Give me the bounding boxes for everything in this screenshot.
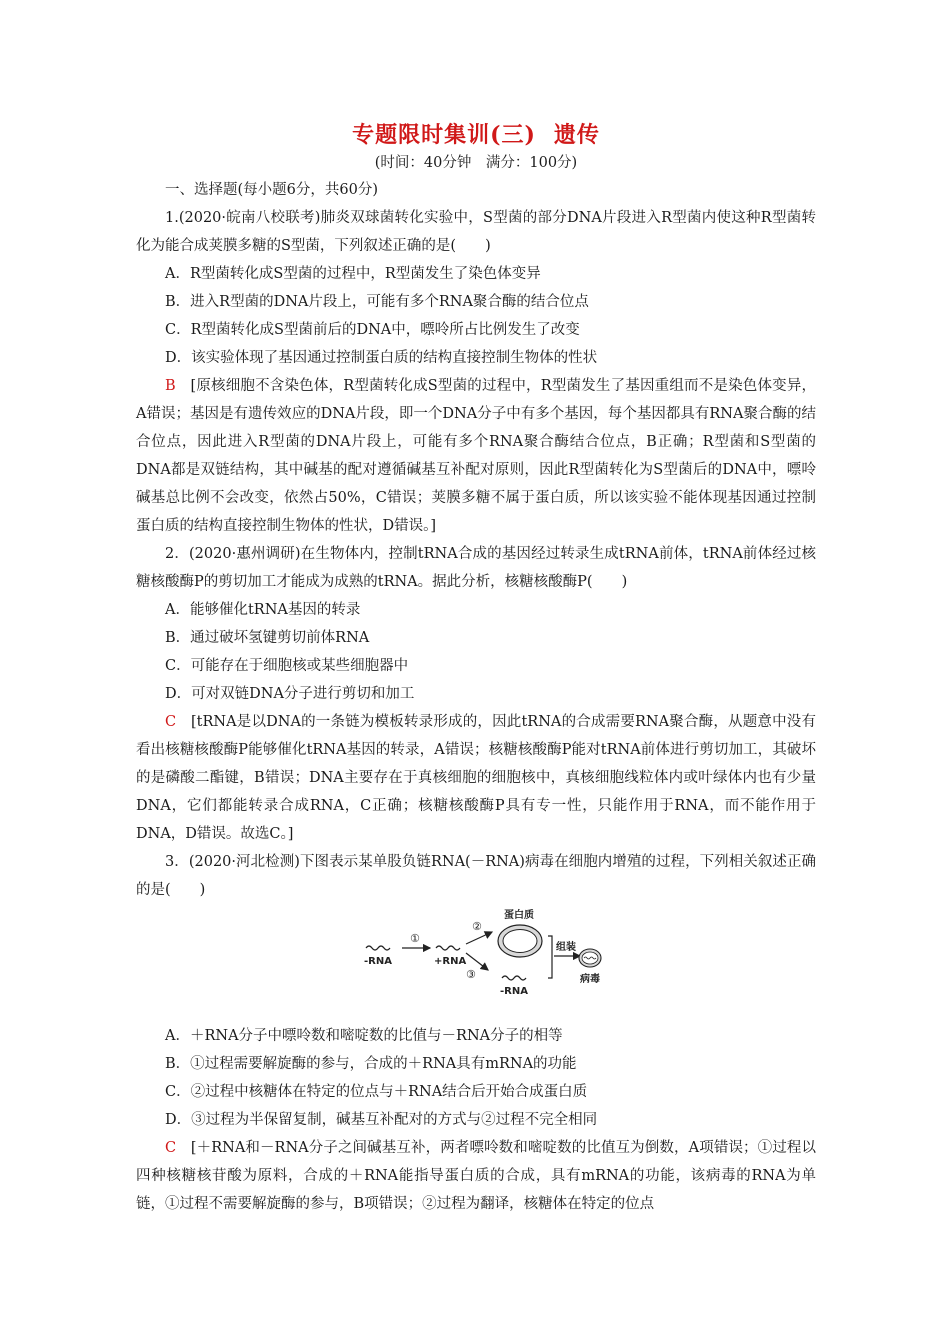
question-1-option-d: D．该实验体现了基因通过控制蛋白质的结构直接控制生物体的性状 bbox=[165, 350, 598, 366]
question-3-option-a: A．＋RNA分子中嘌呤数和嘧啶数的比值与－RNA分子的相等 bbox=[165, 1028, 563, 1044]
page-title bbox=[136, 118, 816, 152]
label-protein: 蛋白质 bbox=[504, 910, 534, 921]
title-main: 专题限时集训(三) bbox=[352, 122, 536, 148]
question-2-explanation-text: [tRNA是以DNA的一条链为模板转录形成的，因此tRNA的合成需要RNA聚合酶，从题意中没有看出核糖核酸酶P能够催化tRNA基因的转录，A错误；核糖核酸酶P能对tRNA前体进行剪切加工，其破坏的是磷酸二酯键，B错误；DNA主要存在于真核细胞的细胞核中，真核细胞线粒体内或叶绿体内也有少量DNA，它们都能转录合成RNA，C正确；核糖核酸酶P具有专一性，只能作用于RNA，而不能作用于DNA，D错误。故选C。] bbox=[136, 714, 817, 842]
question-1-option-b: B．进入R型菌的DNA片段上，可能有多个RNA聚合酶的结合位点 bbox=[165, 294, 589, 310]
label-minus-rna-bottom: -RNA bbox=[500, 986, 528, 997]
question-2-option-d: D．可对双链DNA分子进行剪切和加工 bbox=[165, 686, 415, 702]
question-2-option-c: C．可能存在于细胞核或某些细胞器中 bbox=[165, 658, 409, 674]
question-1-option-c: C．R型菌转化成S型菌前后的DNA中，嘌呤所占比例发生了改变 bbox=[165, 322, 580, 338]
title-topic: 遗传 bbox=[553, 122, 600, 148]
question-3-explanation-text: [＋RNA和－RNA分子之间碱基互补，两者嘌呤数和嘧啶数的比值互为倒数，A项错误；①过程以四种核糖核苷酸为原料，合成的＋RNA能指导蛋白质的合成，具有mRNA的功能，该病毒的RNA为单链，①过程不需要解旋酶的参与，B项错误；②过程为翻译，核糖体在特定的位点 bbox=[136, 1140, 817, 1212]
label-virus: 病毒 bbox=[580, 974, 600, 985]
section-heading: 一、选择题(每小题6分，共60分) bbox=[165, 182, 378, 198]
question-3-stem: 3．(2020·河北检测)下图表示某单股负链RNA(－RNA)病毒在细胞内增殖的过程，下列相关叙述正确的是( ) bbox=[136, 854, 816, 898]
question-3-option-c: C．②过程中核糖体在特定的位点与＋RNA结合后开始合成蛋白质 bbox=[165, 1084, 588, 1100]
virus-replication-diagram bbox=[136, 908, 816, 1020]
question-1-explanation-text: [原核细胞不含染色体，R型菌转化成S型菌的过程中，R型菌发生了基因重组而不是染色体变异，A错误；基因是有遗传效应的DNA片段，即一个DNA分子中有多个基因，每个基因都具有RNA聚合酶的结合位点，因此进入R型菌的DNA片段上，可能有多个RNA聚合酶结合位点，B正确；R型菌和S型菌的DNA都是双链结构，其中碱基的配对遵循碱基互补配对原则，因此R型菌转化为S型菌后的DNA中，嘌呤碱基总比例不会改变，依然占50%，C错误；荚膜多糖不属于蛋白质，所以该实验不能体现基因通过控制蛋白质的结构直接控制生物体的性状，D错误。] bbox=[136, 378, 817, 534]
label-assemble: 组装 bbox=[556, 942, 576, 953]
assembly-bracket bbox=[548, 936, 552, 978]
question-1-explanation bbox=[136, 372, 816, 540]
label-step-3: ③ bbox=[466, 968, 476, 981]
question-3-answer: C bbox=[165, 1140, 177, 1156]
question-1-option-a: A．R型菌转化成S型菌的过程中，R型菌发生了染色体变异 bbox=[165, 266, 541, 282]
arrow-step-2 bbox=[466, 932, 492, 944]
question-2-option-b: B．通过破坏氢键剪切前体RNA bbox=[165, 630, 370, 646]
question-3-explanation bbox=[136, 1134, 816, 1218]
question-3-option-d: D．③过程为半保留复制，碱基互补配对的方式与②过程不完全相同 bbox=[165, 1112, 598, 1128]
question-1-answer: B bbox=[165, 378, 176, 394]
question-2-answer: C bbox=[165, 714, 177, 730]
minus-rna-wave-icon bbox=[366, 946, 390, 950]
label-plus-rna: +RNA bbox=[434, 956, 467, 967]
label-minus-rna-left: -RNA bbox=[364, 956, 392, 967]
plus-rna-wave-icon bbox=[436, 946, 460, 950]
document-page bbox=[136, 118, 816, 1218]
label-step-1: ① bbox=[410, 932, 420, 945]
question-2-explanation bbox=[136, 708, 816, 848]
question-1-stem: 1.(2020·皖南八校联考)肺炎双球菌转化实验中，S型菌的部分DNA片段进入R型菌内使这种R型菌转化为能合成荚膜多糖的S型菌，下列叙述正确的是( ) bbox=[136, 210, 816, 254]
question-2-stem: 2．(2020·惠州调研)在生物体内，控制tRNA合成的基因经过转录生成tRNA前体，tRNA前体经过核糖核酸酶P的剪切加工才能成为成熟的tRNA。据此分析，核糖核酸酶P( ) bbox=[136, 546, 816, 590]
exam-meta: (时间：40分钟 满分：100分) bbox=[374, 155, 578, 171]
diagram-svg bbox=[362, 908, 602, 1014]
minus-rna-bottom-wave-icon bbox=[502, 976, 526, 980]
question-3-option-b: B．①过程需要解旋酶的参与，合成的＋RNA具有mRNA的功能 bbox=[165, 1056, 577, 1072]
label-step-2: ② bbox=[472, 920, 482, 933]
question-2-option-a: A．能够催化tRNA基因的转录 bbox=[165, 602, 361, 618]
